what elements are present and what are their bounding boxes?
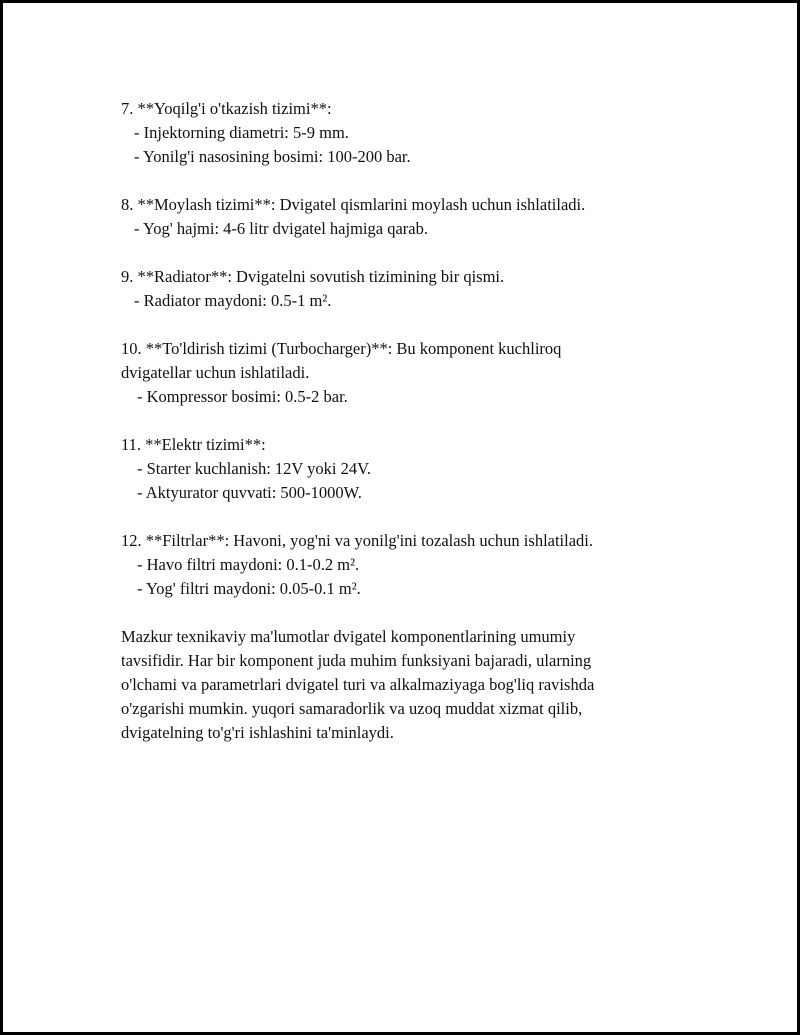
item-7-detail-1: - Injektorning diametri: 5-9 mm. <box>134 123 349 142</box>
summary-line-4: o'zgarishi mumkin. yuqori samaradorlik va uzoq muddat xizmat qilib, <box>121 699 583 718</box>
spacer <box>121 169 681 193</box>
item-8-detail-1: - Yog' hajmi: 4-6 litr dvigatel hajmiga qarab. <box>134 219 428 238</box>
summary-line-1: Mazkur texnikaviy ma'lumotlar dvigatel komponentlarining umumiy <box>121 627 576 646</box>
item-10-title-line-1: 10. **To'ldirish tizimi (Turbocharger)**: Bu komponent kuchliroq <box>121 339 562 358</box>
summary-line-5: dvigatelning to'g'ri ishlashini ta'minlaydi. <box>121 723 394 742</box>
item-11-detail-1: - Starter kuchlanish: 12V yoki 24V. <box>137 459 372 478</box>
list-item-8 <box>121 193 681 241</box>
spacer <box>121 505 681 529</box>
item-9-title: 9. **Radiator**: Dvigatelni sovutish tizimining bir qismi. <box>121 267 505 286</box>
item-12-title: 12. **Filtrlar**: Havoni, yog'ni va yonilg'ini tozalash uchun ishlatiladi. <box>121 531 594 550</box>
list-item-12 <box>121 529 681 601</box>
spacer <box>121 601 681 625</box>
spacer <box>121 313 681 337</box>
item-7-title: 7. **Yoqilg'i o'tkazish tizimi**: <box>121 99 332 118</box>
item-10-detail-1: - Kompressor bosimi: 0.5-2 bar. <box>137 387 348 406</box>
item-8-title: 8. **Moylash tizimi**: Dvigatel qismlarini moylash uchun ishlatiladi. <box>121 195 586 214</box>
summary-line-3: o'lchami va parametrlari dvigatel turi va alkalmaziyaga bog'liq ravishda <box>121 675 595 694</box>
summary-line-2: tavsifidir. Har bir komponent juda muhim funksiyani bajaradi, ularning <box>121 651 592 670</box>
list-item-7 <box>121 97 681 169</box>
spacer <box>121 409 681 433</box>
list-item-11 <box>121 433 681 505</box>
item-9-detail-1: - Radiator maydoni: 0.5-1 m². <box>134 291 332 310</box>
item-12-detail-2: - Yog' filtri maydoni: 0.05-0.1 m². <box>137 579 361 598</box>
item-12-detail-1: - Havo filtri maydoni: 0.1-0.2 m². <box>137 555 360 574</box>
item-11-title: 11. **Elektr tizimi**: <box>121 435 266 454</box>
item-11-detail-2: - Aktyurator quvvati: 500-1000W. <box>137 483 362 502</box>
document-body <box>121 97 681 745</box>
list-item-10 <box>121 337 681 409</box>
item-7-detail-2: - Yonilg'i nasosining bosimi: 100-200 bar. <box>134 147 411 166</box>
item-10-title-line-2: dvigatellar uchun ishlatiladi. <box>121 363 310 382</box>
summary-paragraph <box>121 625 681 745</box>
spacer <box>121 241 681 265</box>
list-item-9 <box>121 265 681 313</box>
